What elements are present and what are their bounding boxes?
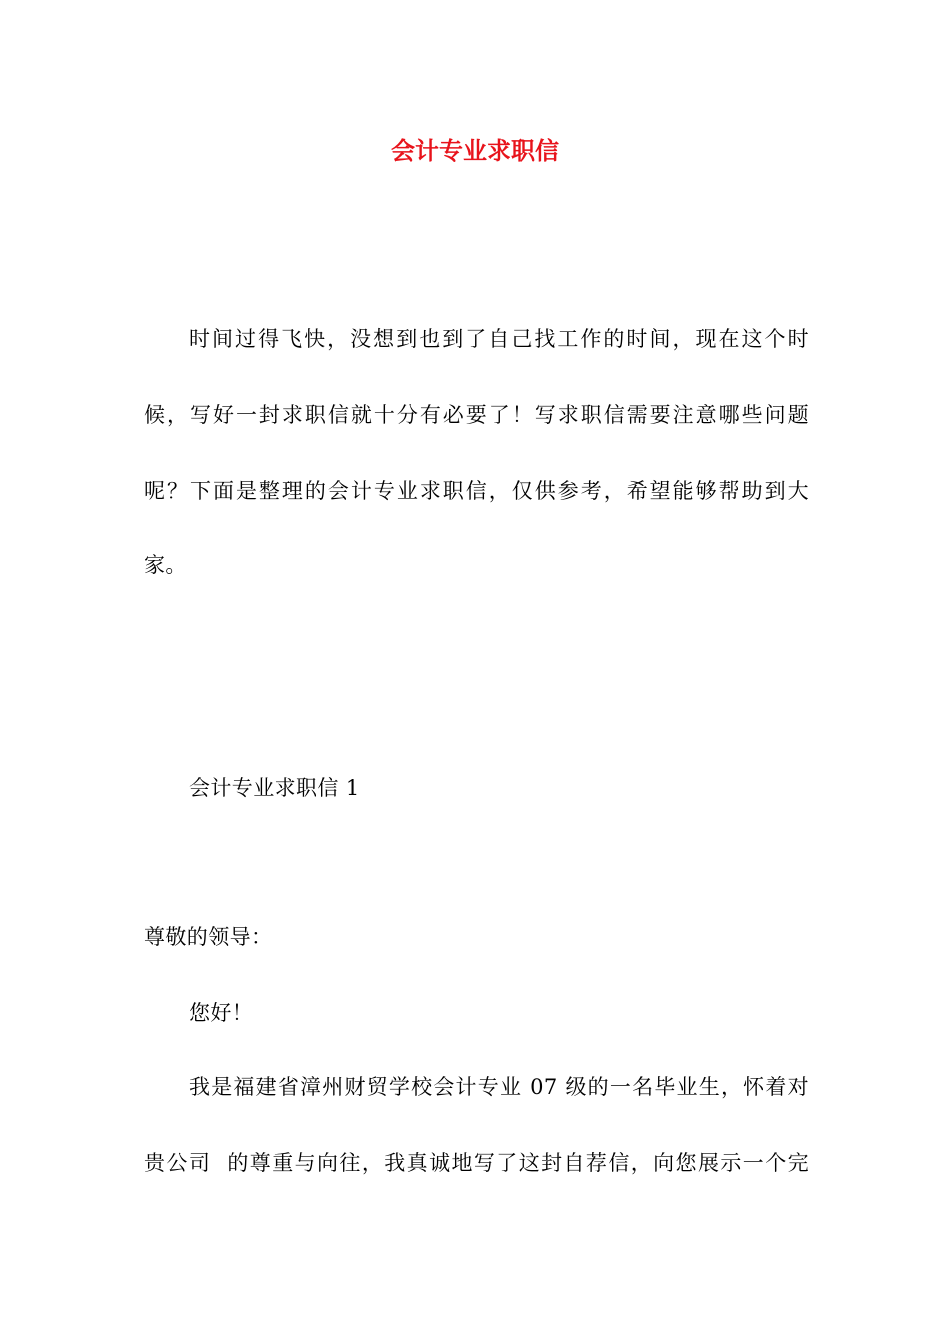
intro-line-3: 呢？下面是整理的会计专业求职信，仅供参考，希望能够帮助到大 — [144, 479, 809, 503]
body-line-2: 贵公司 的尊重与向往，我真诚地写了这封自荐信，向您展示一个完 — [144, 1151, 809, 1175]
intro-line-4: 家。 — [144, 553, 187, 577]
section-heading: 会计专业求职信 1 — [189, 776, 360, 800]
greeting: 您好！ — [189, 1001, 254, 1025]
body-line-1: 我是福建省漳州财贸学校会计专业 07 级的一名毕业生，怀着对 — [189, 1075, 809, 1099]
intro-line-1: 时间过得飞快，没想到也到了自己找工作的时间，现在这个时 — [189, 327, 809, 351]
intro-line-2: 候，写好一封求职信就十分有必要了！写求职信需要注意哪些问题 — [144, 403, 809, 427]
salutation: 尊敬的领导： — [144, 925, 273, 949]
document-title: 会计专业求职信 — [391, 137, 559, 165]
